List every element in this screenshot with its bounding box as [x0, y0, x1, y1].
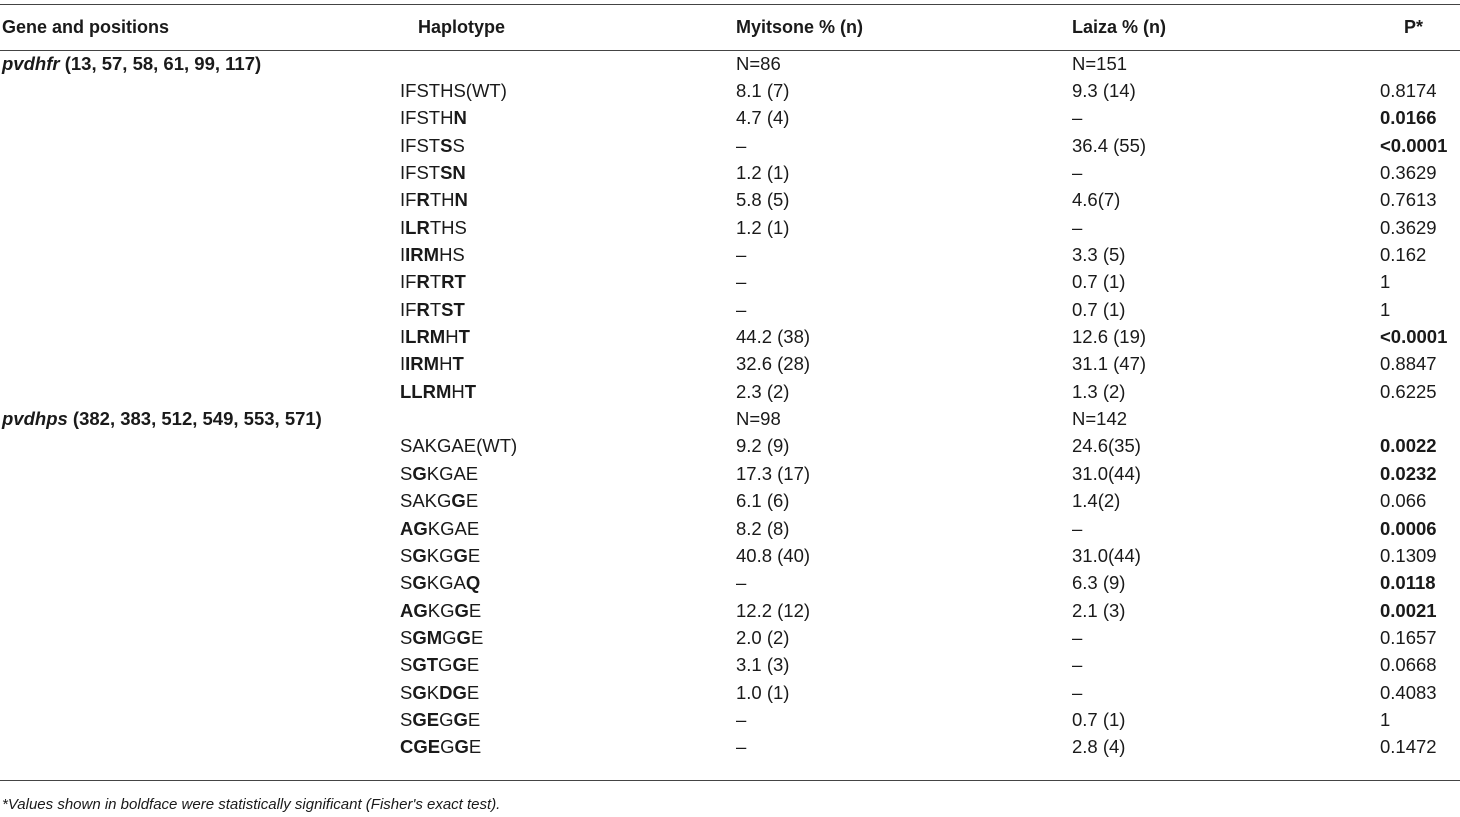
haplotype-cell	[400, 77, 736, 104]
mutant-residue: R	[416, 189, 430, 211]
haplotype-cell	[400, 269, 736, 296]
wildtype-residue: H	[445, 326, 459, 348]
table-row	[0, 570, 1460, 597]
p-value: <0.0001	[1380, 134, 1448, 156]
mutant-residue: G	[453, 544, 468, 566]
haplotype-cell	[400, 296, 736, 323]
myitsone-value: 1.2 (1)	[736, 216, 790, 238]
wildtype-residue: I	[400, 353, 406, 375]
gene-name: pvdhfr	[2, 52, 60, 74]
wildtype-residue: S	[400, 681, 413, 703]
mutant-residue: G	[412, 544, 427, 566]
myitsone-value: 40.8 (40)	[736, 544, 811, 566]
p-value: 0.0006	[1380, 517, 1437, 539]
gene-positions: (382, 383, 512, 549, 553, 571)	[67, 408, 322, 430]
wildtype-residue: T	[429, 271, 442, 293]
laiza-sample-size: N=142	[1072, 408, 1128, 430]
p-value: 0.3629	[1380, 216, 1437, 238]
laiza-value: 9.3 (14)	[1072, 80, 1136, 102]
myitsone-value: 3.1 (3)	[736, 654, 790, 676]
gene-cell	[0, 433, 400, 460]
mutant-residue: G	[412, 572, 427, 594]
wildtype-residue: KGA	[426, 572, 466, 594]
myitsone-value: 44.2 (38)	[736, 326, 811, 348]
gene-cell	[0, 488, 400, 515]
wildtype-residue: I	[400, 326, 406, 348]
wildtype-residue: KG	[427, 599, 455, 621]
table-row	[0, 77, 1460, 104]
myitsone-value: 8.1 (7)	[736, 80, 790, 102]
laiza-value: –	[1072, 681, 1083, 703]
mutant-residue: G	[456, 626, 471, 648]
wildtype-residue: KG	[426, 544, 454, 566]
myitsone-value: 12.2 (12)	[736, 599, 811, 621]
wildtype-residue: HS	[439, 244, 465, 266]
laiza-value: 31.1 (47)	[1072, 353, 1147, 375]
wildtype-residue: THS	[429, 216, 467, 238]
mutant-residue: IRM	[405, 244, 440, 266]
p-value: 1	[1380, 271, 1391, 293]
wildtype-residue: K	[426, 681, 440, 703]
mutant-residue: R	[416, 298, 430, 320]
table-row	[0, 187, 1460, 214]
haplotype-cell	[400, 433, 736, 460]
table-body	[0, 50, 1460, 761]
wildtype-residue: E	[467, 544, 481, 566]
p-value: 0.066	[1380, 490, 1427, 512]
wildtype-residue: G	[439, 708, 454, 730]
table-row	[0, 159, 1460, 186]
wildtype-residue: E	[467, 708, 481, 730]
p-value-cell	[1380, 50, 1460, 77]
wildtype-residue: IFST	[400, 162, 441, 184]
gene-cell	[0, 515, 400, 542]
table-row	[0, 734, 1460, 761]
wildtype-residue: TH	[429, 189, 455, 211]
mutant-residue: GM	[412, 626, 443, 648]
mutant-residue: T	[452, 353, 464, 375]
gene-cell	[0, 269, 400, 296]
p-value: 0.6225	[1380, 380, 1437, 402]
mutant-residue: G	[451, 490, 466, 512]
laiza-value: –	[1072, 626, 1083, 648]
haplotype-cell	[400, 460, 736, 487]
laiza-value: 2.1 (3)	[1072, 599, 1126, 621]
table-row	[0, 679, 1460, 706]
gene-cell	[0, 323, 400, 350]
bottom-rule	[0, 780, 1460, 781]
myitsone-value: –	[736, 572, 747, 594]
mutant-residue: ST	[441, 298, 465, 320]
p-value: 0.0232	[1380, 462, 1437, 484]
wildtype-residue: IF	[400, 189, 417, 211]
p-value: 0.7613	[1380, 189, 1437, 211]
wildtype-residue: E	[465, 490, 479, 512]
wildtype-residue: H	[439, 353, 453, 375]
laiza-value: 4.6(7)	[1072, 189, 1121, 211]
mutant-residue: G	[412, 681, 427, 703]
header-haplotype: Haplotype	[418, 16, 506, 37]
mutant-residue: AG	[400, 517, 428, 539]
table-row	[0, 296, 1460, 323]
gene-cell	[0, 570, 400, 597]
laiza-value: 3.3 (5)	[1072, 244, 1126, 266]
wildtype-residue: S	[400, 462, 413, 484]
wildtype-residue: S	[400, 572, 413, 594]
gene-cell	[0, 77, 400, 104]
table-row	[0, 433, 1460, 460]
table-row	[0, 105, 1460, 132]
table-row	[0, 460, 1460, 487]
laiza-value: 1.3 (2)	[1072, 380, 1126, 402]
haplotype-cell	[400, 515, 736, 542]
header-p-value: P*	[1404, 16, 1424, 37]
p-value: 0.4083	[1380, 681, 1437, 703]
mutant-residue: G	[454, 736, 469, 758]
wildtype-residue: S	[452, 134, 465, 156]
wildtype-residue: S	[400, 626, 413, 648]
wildtype-residue: I	[400, 216, 406, 238]
wildtype-residue: E	[466, 681, 480, 703]
mutant-residue: N	[454, 189, 468, 211]
haplotype-cell	[400, 679, 736, 706]
laiza-value: –	[1072, 517, 1083, 539]
p-value: 0.0668	[1380, 654, 1437, 676]
haplotype-cell	[400, 652, 736, 679]
myitsone-value: 5.8 (5)	[736, 189, 790, 211]
myitsone-sample-size: N=86	[736, 52, 781, 74]
table-row	[0, 515, 1460, 542]
myitsone-value: 1.0 (1)	[736, 681, 790, 703]
haplotype-cell	[400, 706, 736, 733]
gene-cell	[0, 187, 400, 214]
wildtype-residue: H	[451, 380, 465, 402]
laiza-value: 2.8 (4)	[1072, 736, 1126, 758]
wildtype-residue: IFSTH	[400, 107, 454, 129]
mutant-residue: T	[464, 380, 477, 402]
wildtype-residue: I	[400, 244, 406, 266]
p-value: 0.162	[1380, 244, 1427, 266]
table-row	[0, 488, 1460, 515]
mutant-residue: RT	[441, 271, 466, 293]
myitsone-value: 1.2 (1)	[736, 162, 790, 184]
myitsone-value: –	[736, 134, 747, 156]
myitsone-value: –	[736, 298, 747, 320]
myitsone-value: 2.3 (2)	[736, 380, 790, 402]
haplotype-cell	[400, 50, 736, 77]
laiza-value: 0.7 (1)	[1072, 298, 1126, 320]
p-value-cell	[1380, 405, 1460, 432]
haplotype-cell	[400, 597, 736, 624]
wildtype-residue: G	[442, 626, 457, 648]
wildtype-residue: T	[429, 298, 442, 320]
haplotype-cell	[400, 214, 736, 241]
wildtype-residue: IFST	[400, 134, 441, 156]
gene-cell	[0, 241, 400, 268]
wildtype-residue: G	[440, 736, 455, 758]
table-row	[0, 269, 1460, 296]
header-gene-positions: Gene and positions	[2, 16, 170, 37]
gene-positions-label	[0, 50, 400, 77]
haplotype-cell	[400, 405, 736, 432]
myitsone-value: 6.1 (6)	[736, 490, 790, 512]
mutant-residue: GT	[412, 654, 439, 676]
p-value: 0.0021	[1380, 599, 1437, 621]
haplotype-cell	[400, 159, 736, 186]
haplotype-cell	[400, 187, 736, 214]
haplotype-cell	[400, 105, 736, 132]
table-row	[0, 214, 1460, 241]
mutant-residue: IRM	[405, 353, 440, 375]
gene-cell	[0, 460, 400, 487]
haplotype-cell	[400, 378, 736, 405]
wildtype-residue: IF	[400, 271, 417, 293]
p-value: 0.0022	[1380, 435, 1437, 457]
laiza-value: –	[1072, 107, 1083, 129]
myitsone-value: 4.7 (4)	[736, 107, 790, 129]
p-value: 0.8847	[1380, 353, 1437, 375]
p-value: 0.1657	[1380, 626, 1437, 648]
gene-cell	[0, 351, 400, 378]
table-row	[0, 624, 1460, 651]
myitsone-value: 32.6 (28)	[736, 353, 811, 375]
laiza-value: 24.6(35)	[1072, 435, 1141, 457]
p-value: 0.1309	[1380, 544, 1437, 566]
p-value: 0.0166	[1380, 107, 1437, 129]
haplotype-frequency-table	[0, 4, 1460, 761]
gene-cell	[0, 542, 400, 569]
laiza-value: 0.7 (1)	[1072, 271, 1126, 293]
table-row	[0, 597, 1460, 624]
p-value: <0.0001	[1380, 326, 1448, 348]
table-header	[0, 4, 1460, 50]
myitsone-value: –	[736, 244, 747, 266]
laiza-value: 31.0(44)	[1072, 462, 1141, 484]
laiza-value: 6.3 (9)	[1072, 572, 1126, 594]
wildtype-residue: IFSTHS(WT)	[400, 80, 507, 102]
mutant-residue: N	[453, 107, 467, 129]
laiza-value: 12.6 (19)	[1072, 326, 1147, 348]
laiza-value: 31.0(44)	[1072, 544, 1141, 566]
laiza-value: 0.7 (1)	[1072, 708, 1126, 730]
table-row	[0, 351, 1460, 378]
myitsone-value: 9.2 (9)	[736, 435, 790, 457]
table-row	[0, 652, 1460, 679]
laiza-value: 1.4(2)	[1072, 490, 1121, 512]
table-row	[0, 241, 1460, 268]
gene-group-row	[0, 405, 1460, 432]
mutant-residue: G	[454, 599, 469, 621]
mutant-residue: S	[440, 134, 453, 156]
haplotype-cell	[400, 542, 736, 569]
laiza-value: –	[1072, 162, 1083, 184]
laiza-sample-size: N=151	[1072, 52, 1128, 74]
header-myitsone: Myitsone % (n)	[736, 16, 864, 37]
myitsone-value: 17.3 (17)	[736, 462, 811, 484]
myitsone-value: –	[736, 736, 747, 758]
p-value: 0.8174	[1380, 80, 1437, 102]
p-value: 0.1472	[1380, 736, 1437, 758]
myitsone-value: –	[736, 708, 747, 730]
gene-cell	[0, 624, 400, 651]
table-row	[0, 378, 1460, 405]
gene-cell	[0, 679, 400, 706]
gene-cell	[0, 706, 400, 733]
gene-group-row	[0, 50, 1460, 77]
mutant-residue: CGE	[400, 736, 441, 758]
mutant-residue: Q	[465, 572, 481, 594]
p-value: 0.3629	[1380, 162, 1437, 184]
p-value: 0.0118	[1380, 572, 1436, 594]
gene-positions-label	[0, 405, 400, 432]
table-row	[0, 323, 1460, 350]
table-row	[0, 542, 1460, 569]
haplotype-cell	[400, 132, 736, 159]
gene-cell	[0, 734, 400, 761]
p-value: 1	[1380, 708, 1391, 730]
gene-cell	[0, 132, 400, 159]
mutant-residue: SN	[440, 162, 466, 184]
mutant-residue: AG	[400, 599, 428, 621]
mutant-residue: LR	[405, 216, 430, 238]
haplotype-cell	[400, 570, 736, 597]
mutant-residue: LRM	[405, 326, 446, 348]
gene-cell	[0, 597, 400, 624]
wildtype-residue: KGAE	[426, 462, 479, 484]
gene-cell	[0, 652, 400, 679]
gene-cell	[0, 296, 400, 323]
gene-cell	[0, 105, 400, 132]
mutant-residue: G	[453, 708, 468, 730]
wildtype-residue: S	[400, 544, 413, 566]
laiza-value: 36.4 (55)	[1072, 134, 1147, 156]
haplotype-cell	[400, 734, 736, 761]
mutant-residue: DG	[439, 681, 467, 703]
haplotype-cell	[400, 241, 736, 268]
wildtype-residue: S	[400, 708, 413, 730]
p-value: 1	[1380, 298, 1391, 320]
gene-cell	[0, 214, 400, 241]
wildtype-residue: E	[468, 736, 482, 758]
wildtype-residue: SAKG	[400, 490, 452, 512]
myitsone-value: 2.0 (2)	[736, 626, 790, 648]
header-laiza: Laiza % (n)	[1072, 16, 1167, 37]
table-row	[0, 706, 1460, 733]
table-row	[0, 132, 1460, 159]
wildtype-residue: E	[468, 599, 482, 621]
mutant-residue: G	[452, 654, 467, 676]
haplotype-cell	[400, 323, 736, 350]
mutant-residue: G	[412, 462, 427, 484]
table-footnote: *Values shown in boldface were statistically significant (Fisher's exact test).	[2, 796, 501, 813]
gene-positions: (13, 57, 58, 61, 99, 117)	[59, 52, 262, 74]
gene-name: pvdhps	[2, 408, 68, 430]
laiza-value: –	[1072, 654, 1083, 676]
mutant-residue: R	[416, 271, 430, 293]
myitsone-sample-size: N=98	[736, 408, 781, 430]
mutant-residue: LLRM	[400, 380, 452, 402]
mutant-residue: GE	[412, 708, 440, 730]
wildtype-residue: E	[466, 654, 480, 676]
wildtype-residue: E	[470, 626, 484, 648]
gene-cell	[0, 378, 400, 405]
myitsone-value: –	[736, 271, 747, 293]
wildtype-residue: S	[400, 654, 413, 676]
gene-cell	[0, 159, 400, 186]
myitsone-value: 8.2 (8)	[736, 517, 790, 539]
wildtype-residue: SAKGAE(WT)	[400, 435, 518, 457]
haplotype-cell	[400, 488, 736, 515]
wildtype-residue: IF	[400, 298, 417, 320]
laiza-value: –	[1072, 216, 1083, 238]
wildtype-residue: KGAE	[427, 517, 480, 539]
haplotype-cell	[400, 351, 736, 378]
mutant-residue: T	[458, 326, 470, 348]
haplotype-cell	[400, 624, 736, 651]
wildtype-residue: G	[438, 654, 453, 676]
